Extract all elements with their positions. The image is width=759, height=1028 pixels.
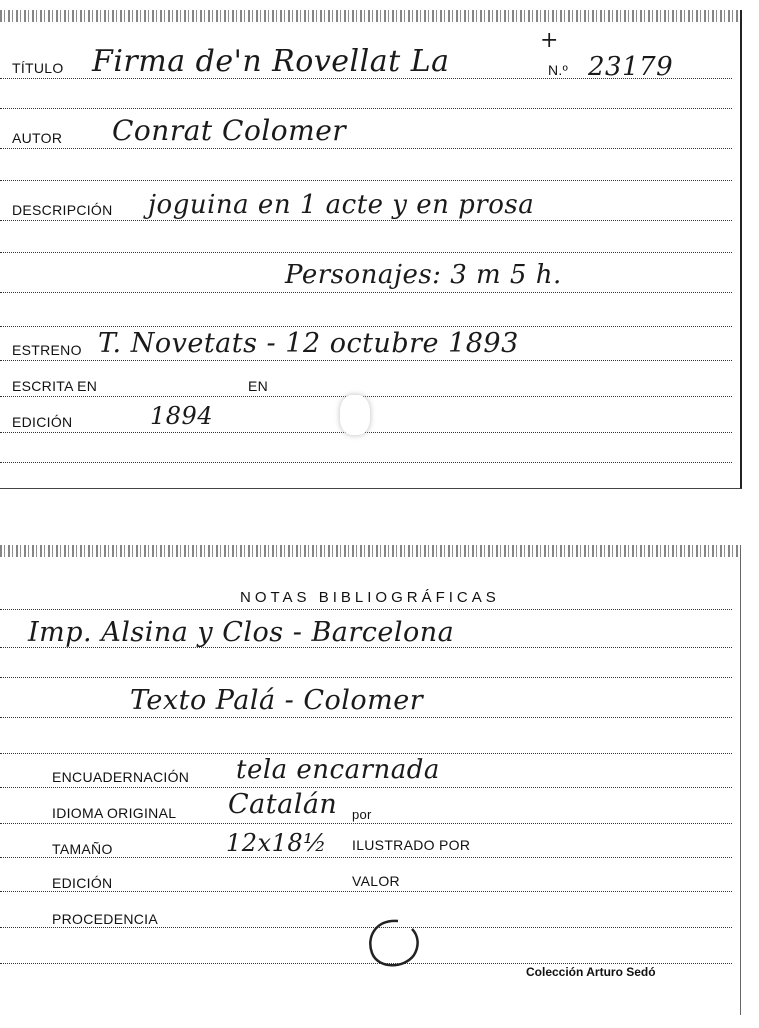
rule <box>0 823 732 824</box>
catalog-card-back <box>0 545 741 1015</box>
encuadernacion-value: tela encarnada <box>236 755 440 785</box>
rule <box>0 677 732 678</box>
rule <box>0 396 732 397</box>
rule <box>0 787 732 788</box>
rule <box>0 108 732 109</box>
note-line-2: Texto Palá - Colomer <box>130 685 424 716</box>
edicion-label: EDICIÓN <box>52 875 113 891</box>
notas-heading: NOTAS BIBLIOGRÁFICAS <box>240 589 500 606</box>
rule <box>0 292 732 293</box>
rule <box>0 462 732 463</box>
ilustrado-por-label: ILUSTRADO POR <box>352 837 471 853</box>
idioma-original-label: IDIOMA ORIGINAL <box>52 805 177 821</box>
rule <box>0 432 732 433</box>
autor-label: AUTOR <box>12 130 63 146</box>
procedencia-label: PROCEDENCIA <box>52 911 158 927</box>
numero-mark: + <box>540 28 559 53</box>
rule <box>0 360 732 361</box>
torn-edge-top <box>0 545 740 557</box>
estreno-value: T. Novetats - 12 octubre 1893 <box>98 328 519 359</box>
rule <box>0 753 732 754</box>
tamano-value: 12x18½ <box>226 829 327 857</box>
autor-value: Conrat Colomer <box>112 114 347 147</box>
paper-blemish <box>340 395 370 435</box>
titulo-label: TÍTULO <box>12 60 64 76</box>
rule <box>0 609 732 610</box>
rule <box>0 857 732 858</box>
en-label: EN <box>248 378 269 394</box>
rule <box>0 326 732 327</box>
numero-label: N.º <box>548 62 569 78</box>
numero-value: 23179 <box>588 52 674 82</box>
encuadernacion-label: ENCUADERNACIÓN <box>52 769 190 785</box>
ink-circle-mark <box>358 915 428 975</box>
descripcion-value-line2: Personajes: 3 m 5 h. <box>285 260 562 290</box>
por-label: por <box>352 807 372 822</box>
edicion-label: EDICIÓN <box>12 414 73 430</box>
rule <box>0 717 732 718</box>
descripcion-value: joguina en 1 acte y en prosa <box>148 190 535 220</box>
rule <box>0 891 732 892</box>
tamano-label: TAMAÑO <box>52 841 113 857</box>
valor-label: VALOR <box>352 873 400 889</box>
escrita-en-label: ESCRITA EN <box>12 378 98 394</box>
rule <box>0 252 732 253</box>
rule <box>0 78 732 79</box>
torn-edge-top <box>0 10 740 22</box>
titulo-value: Firma de'n Rovellat La <box>92 44 450 79</box>
edicion-value: 1894 <box>150 402 214 430</box>
rule <box>0 647 732 648</box>
note-line-1: Imp. Alsina y Clos - Barcelona <box>28 617 455 648</box>
estreno-label: ESTRENO <box>12 342 82 358</box>
collection-credit: Colección Arturo Sedó <box>526 965 656 979</box>
rule <box>0 148 732 149</box>
descripcion-label: DESCRIPCIÓN <box>12 202 113 218</box>
rule <box>0 220 732 221</box>
idioma-original-value: Catalán <box>228 789 338 820</box>
rule <box>0 180 732 181</box>
catalog-card-front <box>0 10 742 489</box>
